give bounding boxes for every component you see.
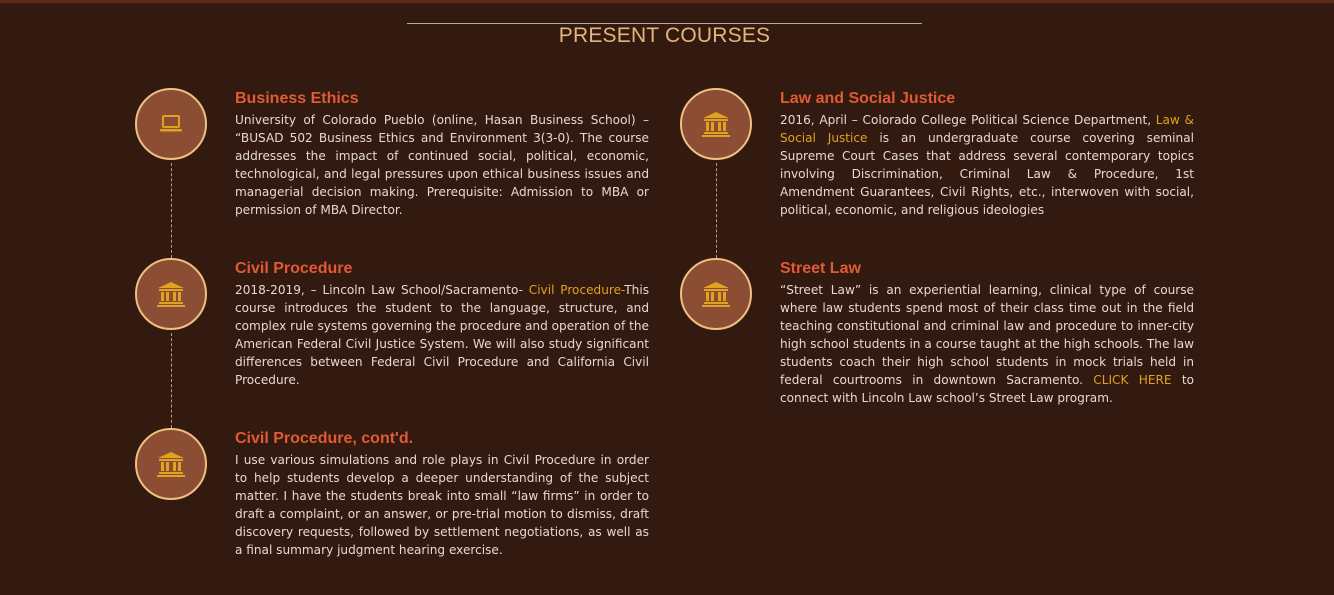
description-text: This course introduces the student to the language, structure, and complex rule systems governing the procedure and operation of the American Federal Civil Justice System. We will also study significant differences between Federal Civil Procedure and California Civil Procedure.: [235, 283, 649, 387]
click-here-link[interactable]: CLICK HERE: [1093, 373, 1172, 387]
top-border: [0, 0, 1334, 3]
civil-procedure-link[interactable]: Civil Procedure-: [528, 283, 625, 297]
course-icon-circle: [680, 88, 752, 160]
course-description: [780, 281, 1194, 407]
course-title: Civil Procedure: [235, 260, 353, 277]
section-title: PRESENT COURSES: [558, 24, 771, 47]
courthouse-icon: [702, 111, 730, 137]
description-text: 2018-2019, – Lincoln Law School/Sacramento-: [235, 283, 529, 297]
courthouse-icon: [702, 281, 730, 307]
course-description: [780, 111, 1194, 219]
course-icon-circle: [135, 88, 207, 160]
course-description: I use various simulations and role plays in Civil Procedure in order to help students develop a deeper understanding of the subject matter. I have the students break into small “law firms” in order to draft a complaint, or an answer, or pre-trial motion to dismiss, draft discovery requests, followed by settlement negotiations, as well as a final summary judgment hearing exercise.: [235, 453, 649, 557]
courthouse-icon: [157, 281, 185, 307]
course-title: Business Ethics: [235, 90, 359, 107]
course-icon-circle: [680, 258, 752, 330]
description-text: to connect with Lincoln Law school’s Street Law program.: [780, 373, 1194, 405]
courthouse-icon: [157, 451, 185, 477]
laptop-icon: [158, 114, 184, 134]
timeline-connector: [171, 163, 172, 258]
course-title: Civil Procedure, cont'd.: [235, 430, 414, 447]
timeline-connector: [716, 163, 717, 258]
law-social-justice-link[interactable]: Law & Social Justice: [780, 113, 1194, 145]
description-text: 2016, April – Colorado College Political Science Department,: [780, 113, 1156, 127]
course-icon-circle: [135, 258, 207, 330]
course-icon-circle: [135, 428, 207, 500]
course-title: Street Law: [780, 260, 861, 277]
description-text: is an undergraduate course covering seminal Supreme Court Cases that address several contemporary topics involving Discrimination, Criminal Law & Procedure, 1st Amendment Guarantees, Civil Rights, etc., interwoven with social, political, economic, and religious ideologies: [780, 131, 1194, 217]
course-description: [235, 281, 649, 389]
timeline-connector: [171, 333, 172, 428]
course-title: Law and Social Justice: [780, 90, 956, 107]
course-description: University of Colorado Pueblo (online, Hasan Business School) – “BUSAD 502 Business Ethics and Environment 3(3-0). The course addresses the impact of continued social, political, economic, technological, and legal pressures upon ethical business issues and managerial decision making. Prerequisite: Admission to MBA or permission of MBA Director.: [235, 113, 649, 217]
description-text: “Street Law” is an experiential learning, clinical type of course where law students spend most of their class time out in the field teaching constitutional and criminal law and procedure to inner-city high school students in a course taught at the high schools. The law students coach their high school students in mock trials held in federal courtrooms in downtown Sacramento.: [780, 283, 1194, 387]
